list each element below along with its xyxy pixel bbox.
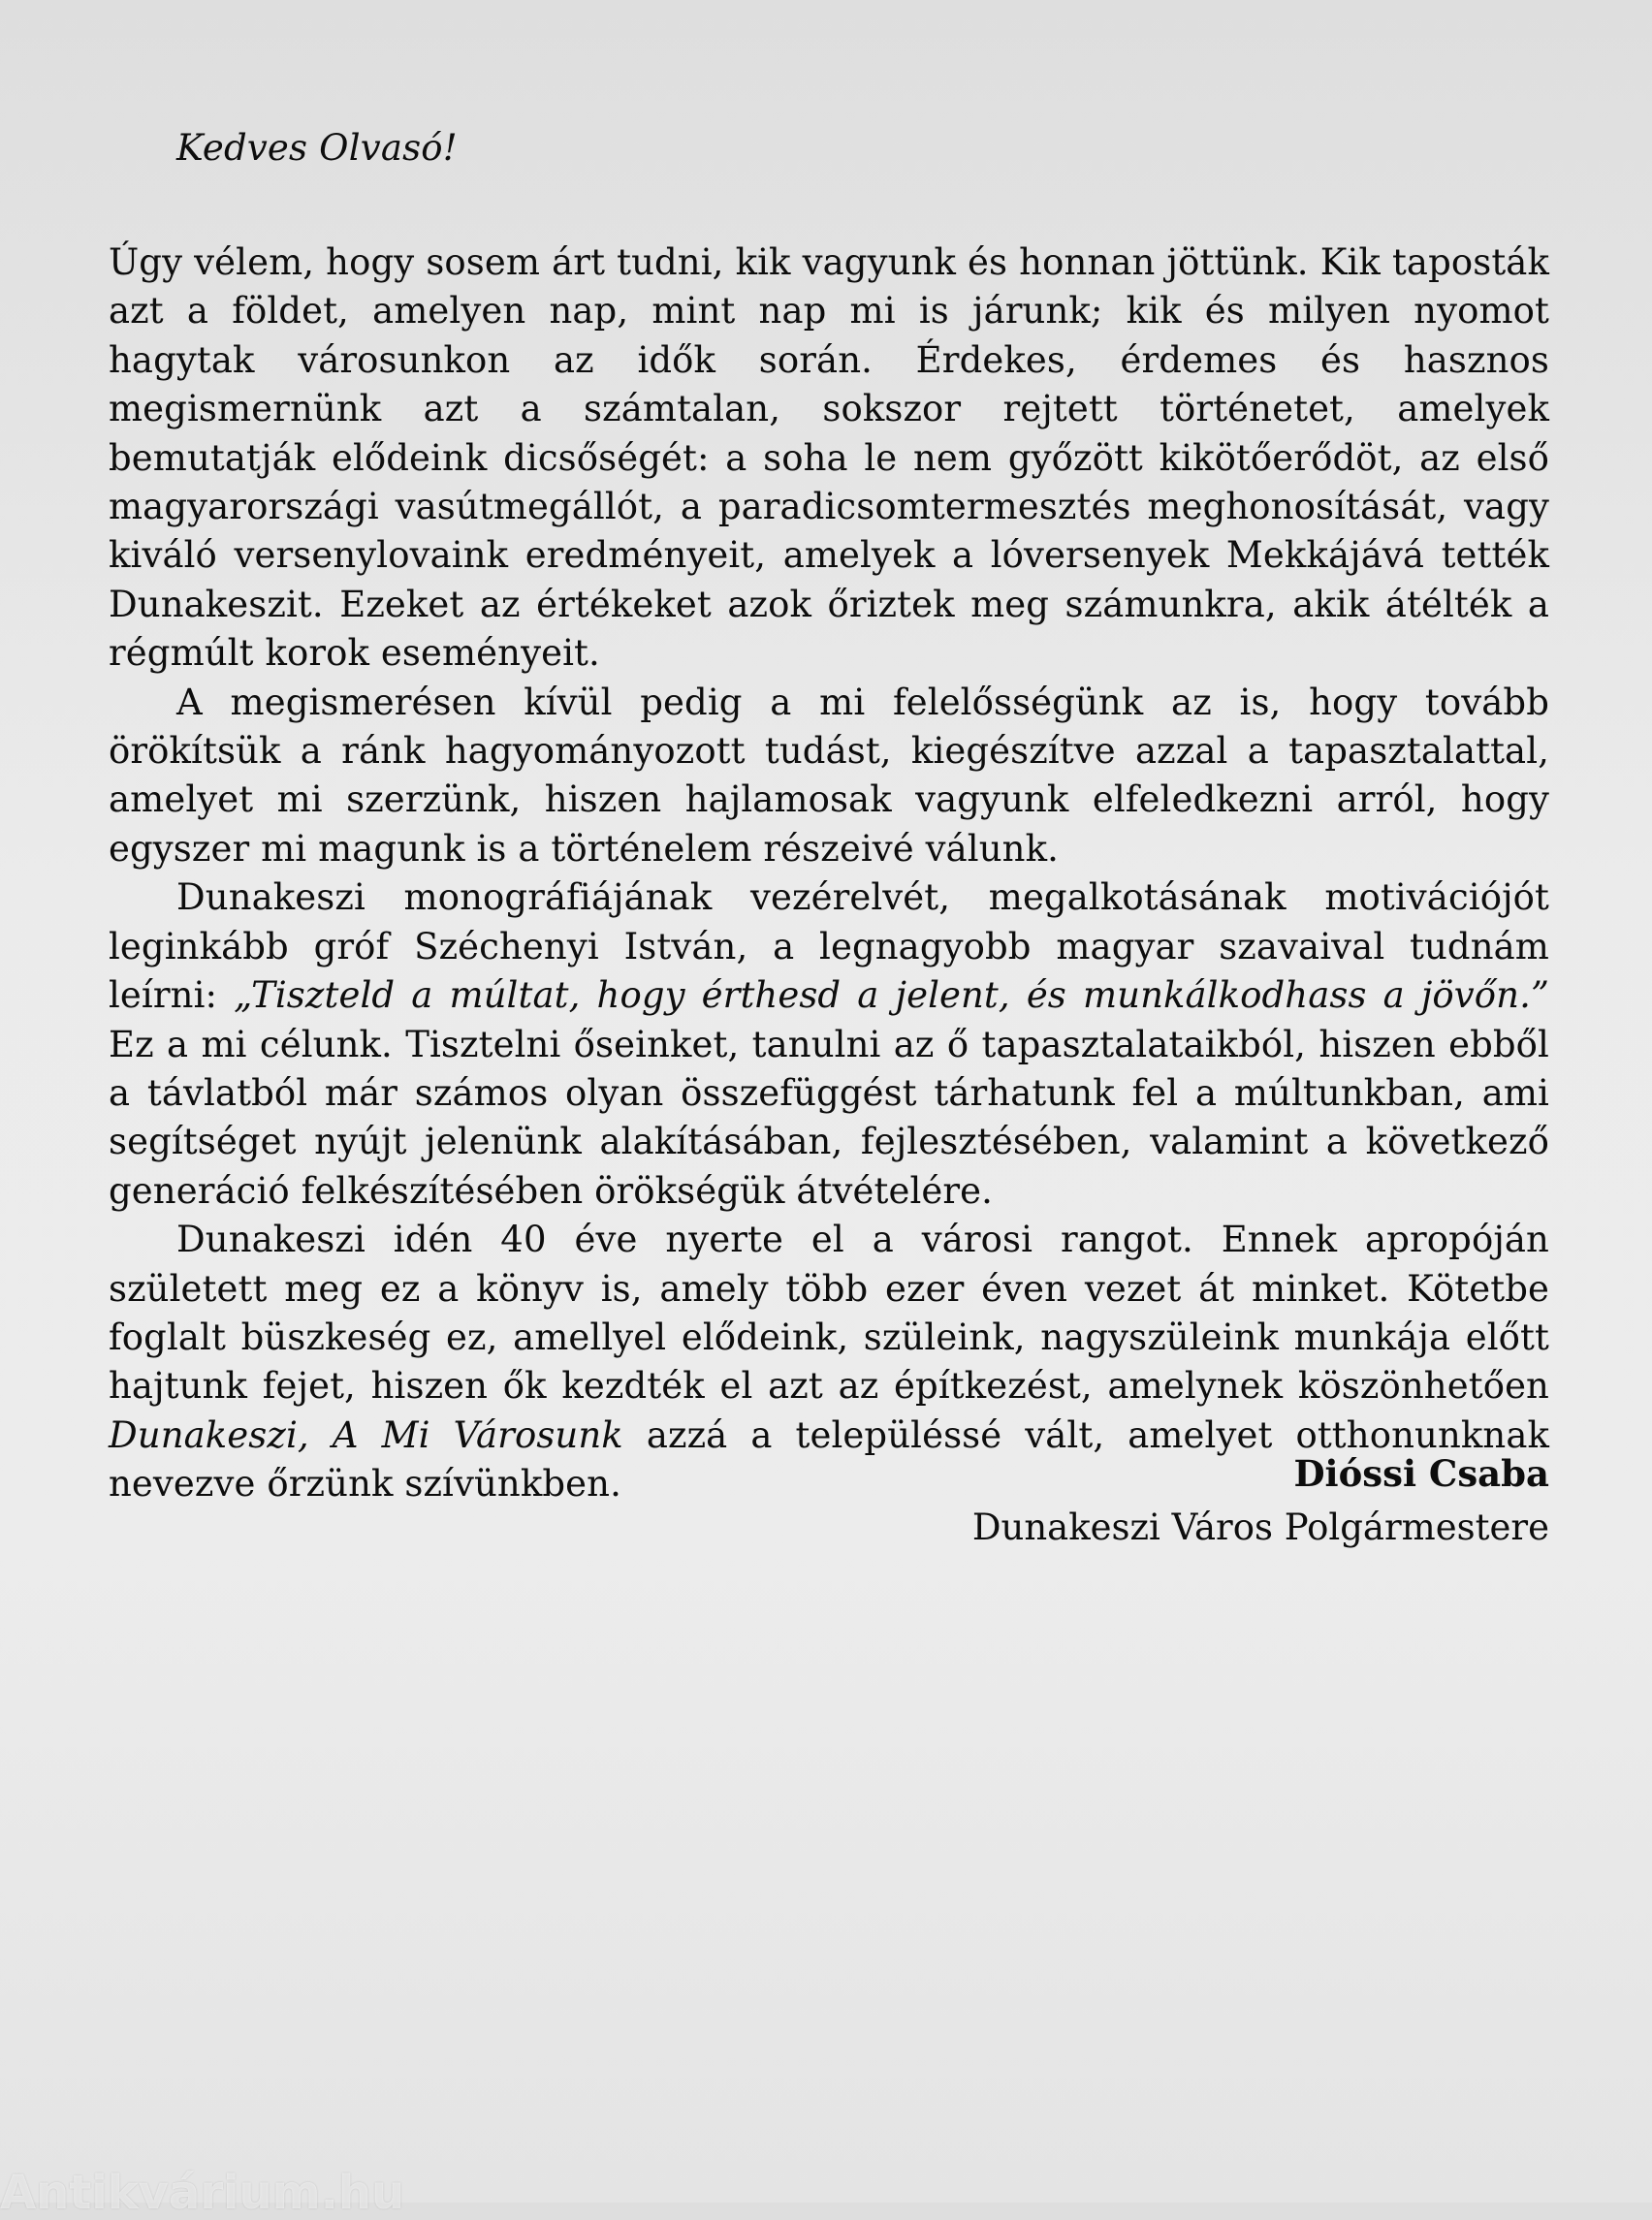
signature-title: Dunakeszi Város Polgármestere <box>971 1506 1549 1548</box>
paragraph-4-text-after: azzá a településsé vált, amelyet otthonunknak nevezve őrzünk szívünkben. <box>109 1413 1550 1506</box>
paragraph-4-text-before: Dunakeszi idén 40 éve nyerte el a városi rangot. Ennek apropóján született meg ez a könyv is, amely több ezer éven vezet át minket. Kötetbe foglalt büszkeség ez, amellyel elődeink, szüleink, nagyszüleink munkája előtt hajtunk fejet, hiszen ők kezdték el azt az építkezést, amelynek köszönhetően <box>109 1219 1549 1408</box>
watermark: Antikvárium.hu <box>0 2166 405 2220</box>
paragraph-1 <box>109 238 1549 679</box>
paragraph-2 <box>109 679 1549 874</box>
letter-page <box>109 124 1549 1509</box>
paragraph-1-text: Úgy vélem, hogy sosem árt tudni, kik vagyunk és honnan jöttünk. Kik taposták azt a földet, amelyen nap, mint nap mi is járunk; kik és milyen nyomot hagytak városunkon az idők során. Érdekes, érdemes és hasznos megismernünk azt a számtalan, sokszor rejtett történetet, amelyek bemutatják elődeink dicsőségét: a soha le nem győzött kikötőerődöt, az első magyarországi vasútmegállót, a paradicsomtermesztés meghonosítását, vagy kiváló versenylovaink eredményeit, amelyek a lóversenyek Mekkájává tették Dunakeszit. Ezeket az értékeket azok őriztek meg számunkra, akik átélték a régmúlt korok eseményeit. <box>109 241 1549 675</box>
salutation: Kedves Olvasó! <box>176 127 458 169</box>
szechenyi-quote: „Tiszteld a múltat, hogy érthesd a jelent, és munkálkodhass a jövőn.” <box>234 974 1549 1017</box>
signature-name: Dióssi Csaba <box>1293 1452 1549 1495</box>
paragraph-3 <box>109 873 1549 1216</box>
paragraph-2-text: A megismerésen kívül pedig a mi felelősségünk az is, hogy tovább örökítsük a ránk hagyományozott tudást, kiegészítve azzal a tapasztalattal, amelyet mi szerzünk, hiszen hajlamosak vagyunk elfeledkezni arról, hogy egyszer mi magunk is a történelem részeivé válunk. <box>109 681 1549 870</box>
book-title: Dunakeszi, A Mi Városunk <box>109 1413 623 1456</box>
paragraph-3-text-after: Ez a mi célunk. Tisztelni őseinket, tanulni az ő tapasztalataikból, hiszen ebből a távlatból már számos olyan összefüggést tárhatunk fel a múltunkban, ami segítséget nyújt jelenünk alakításában, fejlesztésében, valamint a következő generáció felkészítésében örökségük átvételére. <box>109 1023 1549 1212</box>
paragraph-3-text-before: Dunakeszi monográfiájának vezérelvét, megalkotásának motivációjót leginkább gróf Széchenyi István, a legnagyobb magyar szavaival tudnám leírni: <box>109 876 1549 1017</box>
signature-block <box>972 1446 1549 1555</box>
